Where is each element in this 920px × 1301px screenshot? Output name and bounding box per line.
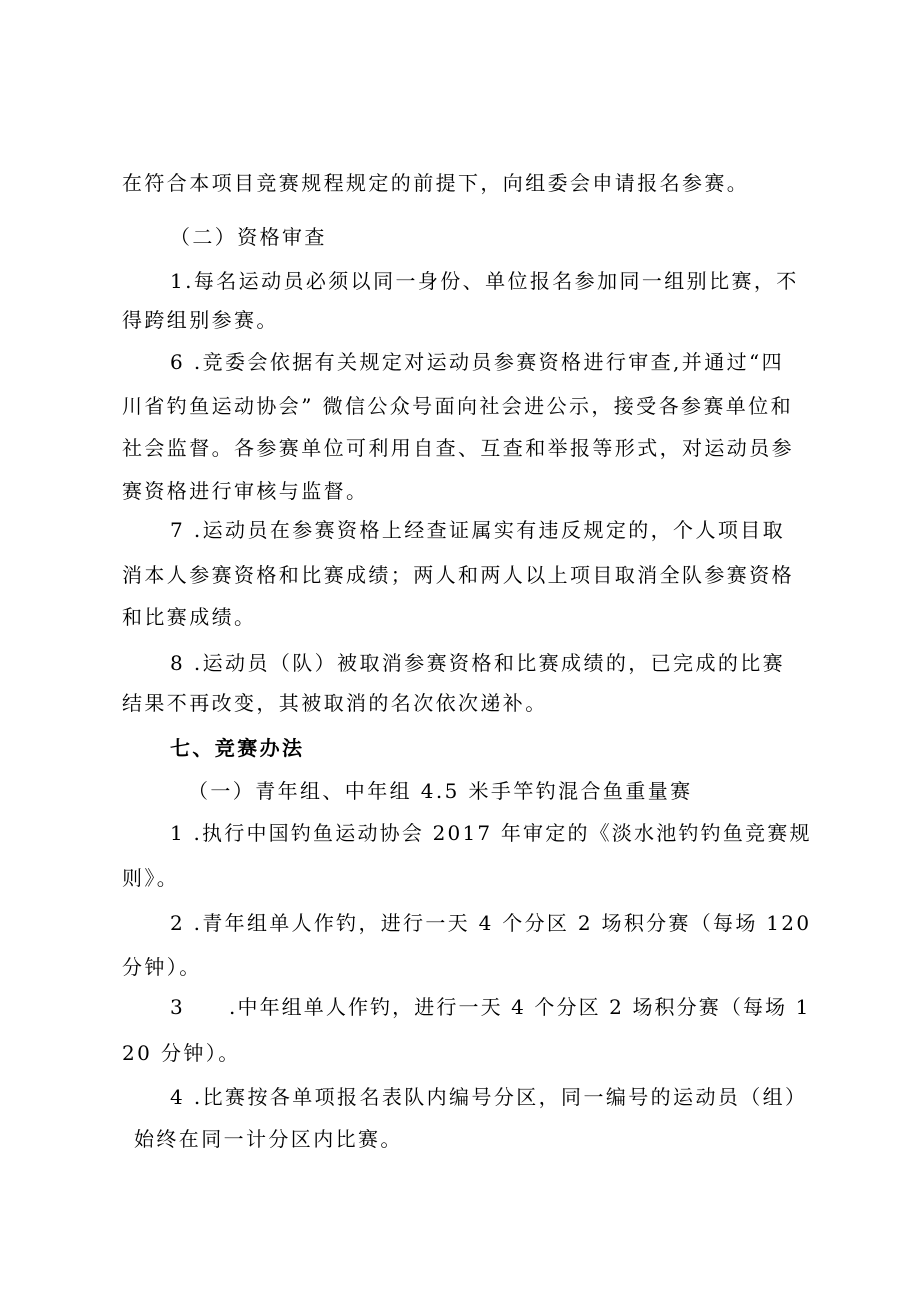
text-line: 6 .竞委会依据有关规定对运动员参赛资格进行审查,并通过“四: [170, 350, 785, 374]
text-line: 社会监督。各参赛单位可利用自查、互查和举报等形式，对运动员参: [122, 436, 794, 460]
text-line: 分钟）。: [122, 955, 202, 979]
text-line: 始终在同一计分区内比赛。: [134, 1127, 403, 1151]
text-line: 在符合本项目竞赛规程规定的前提下，向组委会申请报名参赛。: [122, 171, 750, 195]
section-heading: 七、竞赛办法: [170, 736, 305, 760]
text-line: 赛资格进行审核与监督。: [122, 479, 369, 503]
text-line: 结果不再改变，其被取消的名次依次递补。: [122, 691, 548, 715]
text-line: 1 .执行中国钓鱼运动协会 2017 年审定的《淡水池钓钓鱼竞赛规: [170, 821, 812, 845]
text-line: 1.每名运动员必须以同一身份、单位报名参加同一组别比赛，不: [170, 269, 799, 293]
text-line: 7 .运动员在参赛资格上经查证属实有违反规定的，个人项目取: [170, 518, 786, 542]
text-line: 消本人参赛资格和比赛成绩；两人和两人以上项目取消全队参赛资格: [122, 563, 794, 587]
text-line: 得跨组别参赛。: [122, 308, 279, 332]
subsection-heading: （一）青年组、中年组 4.5 米手竿钓混合鱼重量赛: [188, 779, 693, 803]
text-line: 则》。: [122, 866, 180, 890]
text-line: 2 .青年组单人作钓，进行一天 4 个分区 2 场积分赛（每场 120: [170, 911, 812, 935]
section-heading: （二）资格审查: [170, 225, 327, 249]
text-line: 20 分钟）。: [122, 1041, 241, 1065]
text-line: 3 .中年组单人作钓，进行一天 4 个分区 2 场积分赛（每场 1: [170, 995, 811, 1019]
text-line: 4 .比赛按各单项报名表队内编号分区，同一编号的运动员（组）: [170, 1085, 808, 1109]
text-line: 8 .运动员（队）被取消参赛资格和比赛成绩的，已完成的比赛: [170, 651, 786, 675]
text-line: 川省钓鱼运动协会” 微信公众号面向社会进公示，接受各参赛单位和: [122, 394, 793, 418]
text-line: 和比赛成绩。: [122, 605, 257, 629]
